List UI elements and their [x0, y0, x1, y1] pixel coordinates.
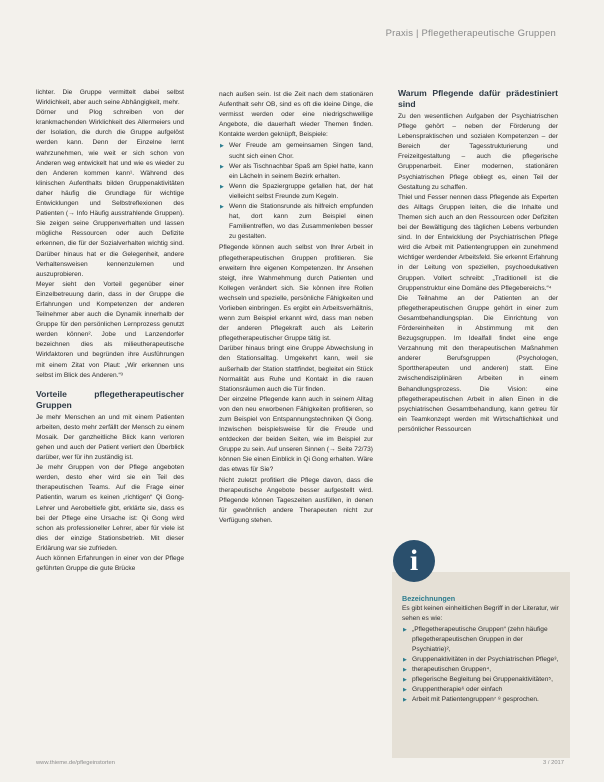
paragraph: Auch können Erfahrungen in einer von der Pflege geführten Gruppe die gute Brücke — [36, 555, 184, 573]
paragraph: Pflegende können auch selbst von Ihrer Arbeit in pflegetherapeutischen Gruppen profitieren. Sie erweitern Ihre eigenen Kompetenzen. Ihr Ansehen steigt, ihre Wahrnehmung durch Patienten und Kollegen verändert sich. Sie können ihre Rollen wechseln und spezielle, persönliche Fähigkeiten und Vorlieben einbringen. Es ergibt ein Arbeitsverhältnis, wenn zum Beispiel erkannt wird, dass man neben der anderen Pflegekraft auch als Leiterin pflegetherapeutischer Gruppe tätig ist. — [219, 244, 373, 343]
paragraph: Meyer sieht den Vorteil gegenüber einer Einzelbetreuung darin, dass in der Gruppe die Erfahrungen und Kompetenzen der anderen Teilnehmer aber auch die Dynamik innerhalb der Gruppe für den persönlichen Lernprozess genutzt werden können². Jobe und Lanzendorfer bezeichnen dies als milieutherapeutische Wirkfaktoren und begründen ihre Ausführungen mit einem Zitat von Plaut: „Wir erkennen uns selbst im Blick des Anderen.“³ — [36, 280, 184, 379]
footer-url: www.thieme.de/pflegeinstorten — [36, 760, 115, 766]
paragraph: Je mehr Gruppen von der Pflege angeboten werden, desto eher wird sie ein Teil des therapeutischen Teams. Auf die Frage einer Patientin, warum es keinen „richtigen“ Qi Gong-Lehrer und Aerobeltiefe gibt, erklärte sie, dass es bei der Pflege eine Ursache ist: Qi Gong wird schon als professioneller Lehrer, aber für viele ist dies der einzige Stationsbetrieb. Mit dieser Erklärung war sie zufrieden. — [36, 464, 184, 552]
column-3 — [398, 88, 558, 435]
section-heading-warum: Warum Pflegende dafür prädestiniert sind — [398, 88, 558, 109]
paragraph: Darüber hinaus bringt eine Gruppe Abwechslung in den Stationsalltag. Umgekehrt kann, weil sie außerhalb der Station stattfindet, begleitet ein Stück Normalität aus Ruhe und Kontakt in die rauen Stationsräumen auch die Tür finden. — [219, 345, 373, 393]
paragraph: Nicht zuletzt profitiert die Pflege davon, dass die therapeutische Angebote besser aufgestellt wird. Pflegende können Tageszeiten ausfüllen, in denen für gewöhnlich andere Therapeuten nicht zur Verfügung stehen. — [219, 476, 373, 524]
column-2 — [219, 90, 373, 526]
paragraph: Der einzelne Pflegende kann auch in seinem Alltag von den neu erworbenen Fähigkeiten profitieren, so zum Beispiel von Entspannungstechniken Qi Gong. Inzwischen beispielsweise für die Freude und entdecken der beiden Seiten, wie im Beispiel zur Gruppe zu sein. Auf unseren Sinnen (→ Seite 72/73) können Sie einen Einblick in Qi Gong erhalten. Wäre das etwas für Sie? — [219, 395, 373, 474]
list-item: ▶ Gruppentherapie⁶ oder einfach — [412, 685, 562, 695]
list-item: ▶ Wenn die Spaziergruppe gefallen hat, der hat vielleicht selbst Freunde zum Kegeln. — [229, 182, 373, 202]
list-item: ▶ Gruppenaktivitäten in der Psychiatrischen Pflege³, — [412, 655, 562, 665]
list-item: ▶ Wer Freude am gemeinsamen Singen fand, sucht sich einen Chor. — [229, 141, 373, 161]
paragraph: Thiel und Fesser nennen dass Pflegende als Experten des Alltags Gruppen leiten, die die Inhalte und Themen sich auch an den Ressourcen oder Defiziten bei der Bewältigung des täglichen Lebens verbunden sind. In der Entwicklung der Psychiatrischen Pflege wird die Arbeit mit Patientengruppen ein zunehmend wichtiger werdender Arbeitsfeld. Sie erkennt Erfahrung in der Leitung von speziellen, psychoedukativen Gruppen. Vollert schreibt: „Traditionell ist die Gruppenstruktur eine Domäne des Pflegebereichs.“⁴ — [398, 193, 558, 292]
running-head: Praxis | Pflegetherapeutische Gruppen — [385, 28, 556, 39]
list-item: ▶ Wer als Tischnachbar Spaß am Spiel hatte, kann ein Lächeln in seinem Bezirk erhalten. — [229, 162, 373, 182]
bullet-list — [219, 141, 373, 242]
info-box-title: Bezeichnungen — [402, 594, 456, 603]
paragraph: Zu den wesentlichen Aufgaben der Psychiatrischen Pflege gehört – neben der Förderung der Lebenspraktischen und sozialen Kompetenzen – der Bereich der Tagesstrukturierung und Freizeitgestaltung – auch die pflegerische Gruppenarbeit. Einer modernen, stationären Psychiatrischen Pflege obliegt es, einen Teil der Gestaltung zu schaffen. — [398, 113, 558, 191]
paragraph: nach außen sein. Ist die Zeit nach dem stationären Aufenthalt sehr OB, sind es oft die kleine Dinge, die vermisst werden oder eine niedrigschwellige Angebote, die dauerhaft wieder Themen finden. Kontakte werden geknüpft, Beispiele: — [219, 91, 373, 139]
list-item: ▶ pflegerische Begleitung bei Gruppenaktivitäten⁵, — [412, 675, 562, 685]
paragraph: Dörner und Plog schreiben von der krankmachenden Wirklichkeit des Allermeiers und der Isolation, die durch die Gruppe aufgelöst werden kann. Denn der Einzelne lernt wahrzunehmen, wie weit er sich schon von Anderen weg entwickelt hat und wie es wieder zu den Anderen kommen kann¹. Während des klinischen Aufenthalts bilden Gruppenaktivitäten daher häufig die Grundlage für wichtige Entwicklungen und Selbstreflexionen des Patienten (→ Info Häufig ausstrahlende Gruppen). Sie zeigen seine Gruppenverhalten und lassen mögliche Ressourcen oder auch Defizite erkennen, die für der Sozialverhalten wichtig sind. Darüber hinaus hat er die Gelegenheit, andere Verhaltensweisen kennenzulernen und auszuprobieren. — [36, 109, 184, 278]
section-heading-vorteile: Vorteile pflegetherapeutischer Gruppen — [36, 388, 184, 410]
info-icon: i — [393, 540, 435, 582]
footer-issue: 3 / 2017 — [543, 760, 564, 766]
info-box-content — [402, 594, 562, 706]
paragraph: lichter. Die Gruppe vermittelt dabei selbst Wirklichkeit, aber auch seine Abhängigkeit, mehr. — [36, 89, 184, 107]
list-item: ▶ Wenn die Stationsrunde als hilfreich empfunden hat, dort kann zum Beispiel einen Familientreffen, wo das Zusammenleben besser zu gestalten. — [229, 202, 373, 242]
info-box-intro: Es gibt keinen einheitlichen Begriff in der Literatur, wir sehen es wie: — [402, 605, 559, 622]
column-1 — [36, 88, 184, 574]
paragraph: Je mehr Menschen an und mit einem Patienten arbeiten, desto mehr zerfällt der Mensch zu einem Mosaik. Der ganzheitliche Blick kann verloren gehen und auch der Patient verliert den Überblick darüber, wer für ihn zuständig ist. — [36, 413, 184, 462]
list-item: ▶ „Pflegetherapeutische Gruppen“ (zehn häufige pflegetherapeutischen Gruppen in der Psychiatrie)², — [412, 625, 562, 655]
list-item: ▶ therapeutischen Gruppen⁴, — [412, 665, 562, 675]
paragraph: Die Teilnahme an der Patienten an der pflegetherapeutischen Gruppe gehört in einer zum Gesamtbehandlungsplan. Die Einrichtung von Fördereinheiten in Abstimmung mit den Bezugsgruppen. Im Idealfall findet eine enge Verzahnung mit den therapeutischen Maßnahmen anderer Berufsgruppen (Psychologen, Sporttherapeuten und anderen) statt. Eine zwischendisziplinären Arbeiten in einem Behandlungsprozess. Die Vision: eine pflegetherapeutischen Arbeit in allen Einen in die psychiatrischen Gesamtbehandlung, kann getreu für ein Teamkonzept werden mit Wirtschaftlichkeit und persönlicher Ressourcen — [398, 294, 558, 433]
list-item: ▶ Arbeit mit Patientengruppen⁷ ⁸ gesprochen. — [412, 695, 562, 705]
info-list — [402, 625, 562, 705]
